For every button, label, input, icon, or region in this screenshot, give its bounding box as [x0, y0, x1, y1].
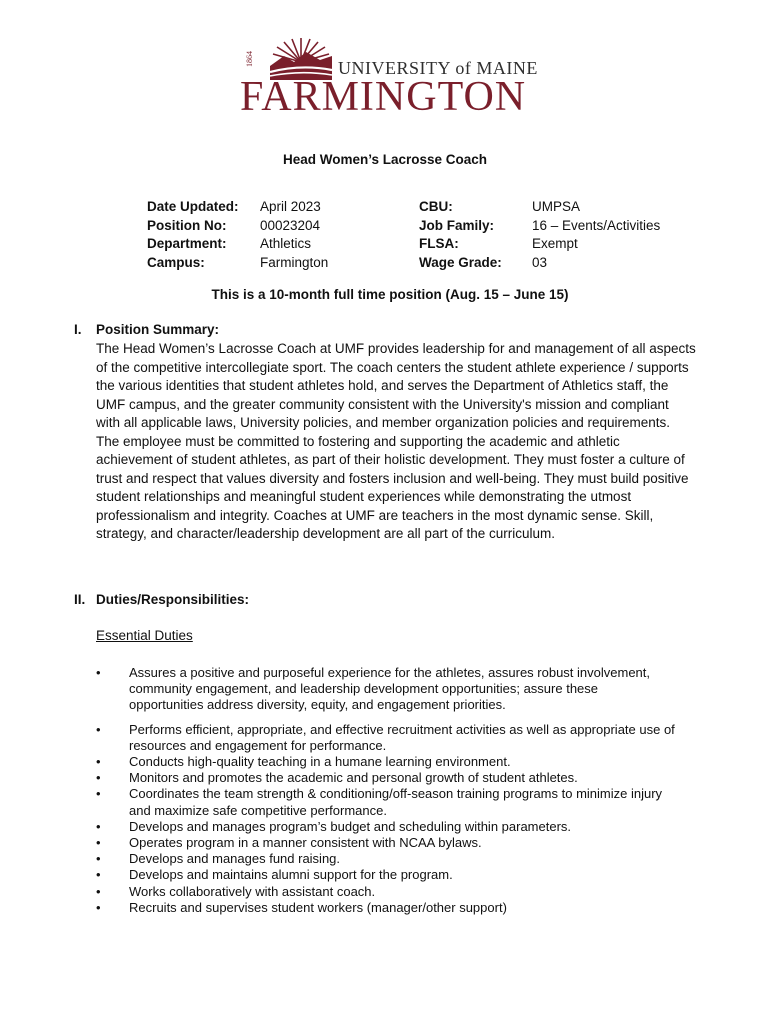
logo-campus-text: FARMINGTON — [240, 74, 527, 120]
meta-row — [419, 198, 660, 217]
list-item: • Operates program in a manner consistent with NCAA bylaws. — [96, 835, 676, 851]
year-stamp — [240, 40, 264, 78]
meta-row — [147, 217, 328, 236]
meta-value: 00023204 — [260, 217, 321, 233]
meta-label: FLSA: — [419, 236, 459, 251]
meta-left-block — [147, 198, 328, 272]
section-number: II. — [74, 592, 86, 607]
list-item: • Develops and manages program’s budget and scheduling within parameters. — [96, 819, 676, 835]
meta-right-block — [419, 198, 660, 272]
meta-row — [419, 254, 660, 273]
university-logo — [240, 36, 538, 120]
section-title: Duties/Responsibilities: — [96, 592, 250, 607]
meta-row — [147, 198, 328, 217]
meta-value: Athletics — [260, 236, 312, 251]
meta-row — [419, 235, 660, 254]
list-item: • Coordinates the team strength & conditioning/off-season training programs to minimize injury and maximize safe competitive performance. — [96, 786, 676, 818]
list-item: • Performs efficient, appropriate, and effective recruitment activities as well as appropriate use of resources and engagement for performance. — [96, 722, 676, 754]
section-number: I. — [74, 322, 82, 337]
list-item: • Conducts high-quality teaching in a humane learning environment. — [96, 754, 676, 770]
logo-year-text: 1864 — [245, 51, 254, 67]
meta-row — [147, 254, 328, 273]
list-item: • Works collaboratively with assistant coach. — [96, 884, 676, 900]
meta-label: Campus: — [147, 254, 205, 270]
list-item: • Recruits and supervises student workers (manager/other support) — [96, 900, 676, 916]
list-item: • Monitors and promotes the academic and personal growth of student athletes. — [96, 770, 676, 786]
meta-value: Exempt — [532, 236, 578, 251]
list-item: • Develops and manages fund raising. — [96, 851, 676, 867]
meta-row — [147, 235, 328, 254]
meta-row — [419, 217, 660, 236]
duties-list — [96, 665, 676, 916]
meta-label: Wage Grade: — [419, 254, 502, 270]
page-title: Head Women’s Lacrosse Coach — [282, 152, 488, 167]
list-item: • Assures a positive and purposeful experience for the athletes, assures robust involvement, community engagement, and leadership development opportunities; assure these opportunities address diversity, equity, and engagement priorities. — [96, 665, 676, 714]
position-notice: This is a 10-month full time position (Aug. 15 – June 15) — [211, 287, 569, 302]
list-item: • Develops and maintains alumni support for the program. — [96, 867, 676, 883]
meta-value: Farmington — [260, 254, 329, 270]
meta-value: 03 — [532, 254, 548, 270]
meta-label: CBU: — [419, 199, 453, 214]
meta-label: Position No: — [147, 217, 227, 233]
position-summary-text: The Head Women’s Lacrosse Coach at UMF provides leadership for and management of all aspects of the competitive intercollegiate sport. The coach centers the student athlete experience / supports the various identities that student athletes hold, and serves the Department of Athletics staff, the UMF campus, and the greater community consistent with the University's mission and compliant with all applicable laws, University policies, and member organization policies and requirements. The employee must be committed to fostering and supporting the academic and athletic achievement of student athletes, as part of their holistic development. They must foster a culture of trust and respect that values diversity and fosters inclusion and well-being. They must build positive student relationships and meaningful student experiences while demonstrating the utmost professionalism and integrity. Coaches at UMF are teachers in the most dynamic sense. Skill, strategy, and character/leadership development are all part of the curriculum. — [96, 341, 696, 541]
essential-duties-subheading: Essential Duties — [96, 628, 193, 643]
meta-value: April 2023 — [260, 199, 321, 214]
meta-value: UMPSA — [532, 199, 581, 214]
meta-label: Department: — [147, 236, 227, 251]
logo-university-text: UNIVERSITY of MAINE — [338, 58, 538, 78]
meta-value: 16 – Events/Activities — [532, 217, 661, 233]
section-title: Position Summary: — [96, 322, 220, 337]
meta-label: Job Family: — [419, 217, 495, 233]
meta-label: Date Updated: — [147, 199, 239, 214]
